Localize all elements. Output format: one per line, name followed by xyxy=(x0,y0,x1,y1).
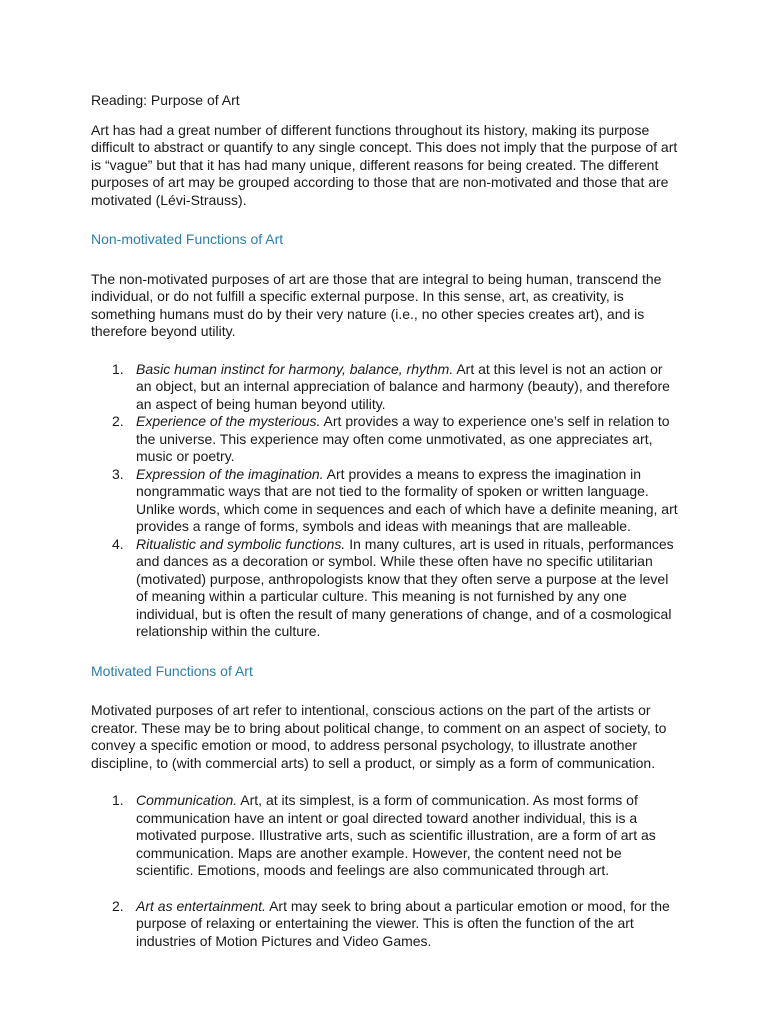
motivated-body: Motivated purposes of art refer to intentional, conscious actions on the part of the artists or creator. These may be to bring about political change, to comment on an aspect of society, to convey a specific emotion or mood, to address personal psychology, to illustrate another discipline, to (with commercial arts) to sell a product, or simply as a form of communication. xyxy=(91,702,667,771)
non-motivated-body: The non-motivated purposes of art are those that are integral to being human, transcend the individual, or do not fulfill a specific external purpose. In this sense, art, as creativity, is something humans must do by their very nature (i.e., no other species creates art), and is therefore beyond utility. xyxy=(91,270,662,339)
list-text: Art provides a means to express the imagination in nongrammatic ways that are not tied to the formality of spoken or written language. Unlike words, which come in sequences and each of which have a definite meaning, art provides a range of forms, symbols and ideas with meanings that are malleable. xyxy=(136,465,678,534)
non-motivated-list xyxy=(91,361,678,641)
list-text: Art, at its simplest, is a form of communication. As most forms of communication have an intent or goal directed toward another individual, this is a motivated purpose. Illustrative arts, such as scientific illustration, are a form of art as communication. Maps are another example. However, the content need not be scientific. Emotions, moods and feelings are also communicated through art. xyxy=(136,792,656,878)
non-motivated-heading: Non-motivated Functions of Art xyxy=(91,231,284,247)
list-text: Art provides a way to experience one’s self in relation to the universe. This experience may often come unmotivated, as one appreciates art, music or poetry. xyxy=(136,413,670,464)
list-number: 4. xyxy=(112,535,124,552)
list-term: Ritualistic and symbolic functions. xyxy=(136,535,346,552)
list-item xyxy=(91,466,678,536)
list-term: Basic human instinct for harmony, balance, rhythm. xyxy=(136,360,454,377)
list-number: 3. xyxy=(112,465,124,482)
list-term: Communication. xyxy=(136,792,238,808)
list-number: 1. xyxy=(112,792,124,808)
list-item xyxy=(91,413,678,466)
list-item xyxy=(91,536,678,641)
motivated-heading: Motivated Functions of Art xyxy=(91,662,253,679)
list-item xyxy=(91,898,678,951)
list-number: 2. xyxy=(112,413,124,429)
list-item xyxy=(91,792,678,880)
list-term: Art as entertainment. xyxy=(136,897,266,914)
list-text: Art at this level is not an action or an object, but an internal appreciation of balance and harmony (beauty), and therefore an aspect of being human beyond utility. xyxy=(136,360,670,412)
list-text: In many cultures, art is used in rituals, performances and dances as a decoration or symbol. While these often have no specific utilitarian (motivated) purpose, anthropologists know that they often serve a purpose at the level of meaning within a particular culture. This meaning is not furnished by any one individual, but is often the result of many generations of change, and of a cosmological relationship within the culture. xyxy=(136,535,674,639)
list-text: Art may seek to bring about a particular emotion or mood, for the purpose of relaxing or entertaining the viewer. This is often the function of the art industries of Motion Pictures and Video Games. xyxy=(136,897,670,949)
motivated-list xyxy=(91,792,678,950)
list-term: Experience of the mysterious. xyxy=(136,413,321,429)
list-number: 1. xyxy=(112,360,124,377)
document-title: Reading: Purpose of Art xyxy=(91,92,240,108)
intro-paragraph: Art has had a great number of different functions throughout its history, making its purpose difficult to abstract or quantify to any single concept. This does not imply that the purpose of art is “vague” but that it has had many unique, different reasons for being created. The different purposes of art may be grouped according to those that are non-motivated and those that are motivated (Lévi-Strauss). xyxy=(91,121,678,208)
list-number: 2. xyxy=(112,897,124,914)
list-item xyxy=(91,361,678,414)
list-term: Expression of the imagination. xyxy=(136,465,324,482)
